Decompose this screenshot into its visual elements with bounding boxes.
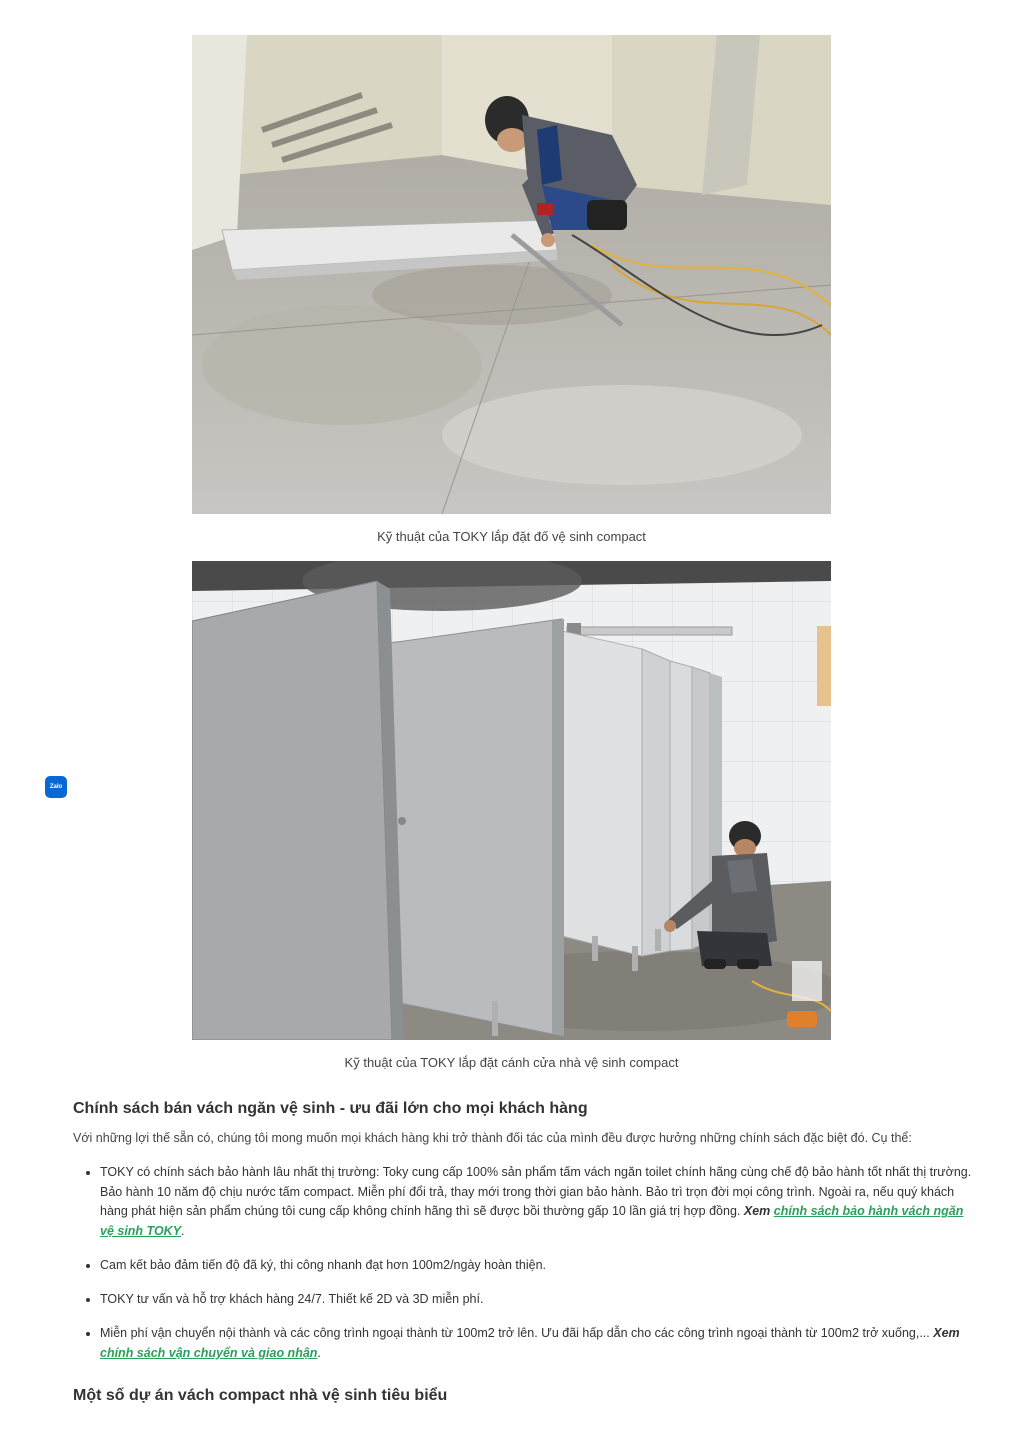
list-item-text: TOKY có chính sách bảo hành lâu nhất thị trường: Toky cung cấp 100% sản phẩm tấm vách ngăn toilet chính hãng cùng chế độ bảo hành tốt nhất thị trường. Bảo hành 10 năm độ chịu nước tấm compact. Miễn phí đổi trả, thay mới trong thời gian bảo hành. Bảo trì trọn đời mọi công trình. Ngoài ra, nếu quý khách hàng phát hiện sản phẩm chúng tôi cung cấp không chính hãng thì sẽ được bồi thường gấp 10 lần giá trị hợp đồng. (100, 1165, 972, 1219)
policy-intro: Với những lợi thế sẵn có, chúng tôi mong muốn mọi khách hàng khi trở thành đối tác của mình đều được hưởng những chính sách đặc biệt đó. Cụ thể: (73, 1131, 912, 1145)
list-item (100, 1163, 978, 1241)
list-item-text: Cam kết bảo đảm tiến độ đã ký, thi công nhanh đạt hơn 100m2/ngày hoàn thiện. (100, 1257, 546, 1272)
list-item-end: . (317, 1345, 321, 1360)
image-caption: Kỹ thuật của TOKY lắp đặt đố vệ sinh compact (377, 529, 646, 544)
zalo-label: Zalo (49, 784, 63, 790)
installation-photo-doors (192, 561, 831, 1040)
installation-photo-post (192, 35, 831, 514)
shipping-policy-link[interactable]: chính sách vận chuyển và giao nhận (100, 1345, 318, 1360)
list-item (100, 1324, 978, 1363)
list-item-text: Miễn phí vận chuyển nội thành và các công trình ngoại thành từ 100m2 trở lên. Ưu đãi hấp dẫn cho các công trình ngoại thành từ 100m2 trở xuống,... (100, 1326, 930, 1341)
projects-heading: Một số dự án vách compact nhà vệ sinh tiêu biểu (73, 1387, 448, 1404)
warranty-policy-link[interactable]: chính sách bảo hành vách ngăn vệ sinh TOKY (100, 1204, 964, 1238)
see-label: Xem (933, 1326, 960, 1341)
list-item (100, 1256, 978, 1276)
policy-heading: Chính sách bán vách ngăn vệ sinh - ưu đãi lớn cho mọi khách hàng (73, 1100, 588, 1117)
list-item-end: . (181, 1223, 185, 1238)
list-item (100, 1290, 978, 1310)
policy-benefits-list (73, 1163, 978, 1378)
zalo-chat-button[interactable] (45, 776, 67, 798)
see-label: Xem (743, 1204, 771, 1219)
image-caption: Kỹ thuật của TOKY lắp đặt cánh cửa nhà vệ sinh compact (344, 1055, 679, 1070)
list-item-text: TOKY tư vấn và hỗ trợ khách hàng 24/7. Thiết kế 2D và 3D miễn phí. (100, 1292, 484, 1307)
